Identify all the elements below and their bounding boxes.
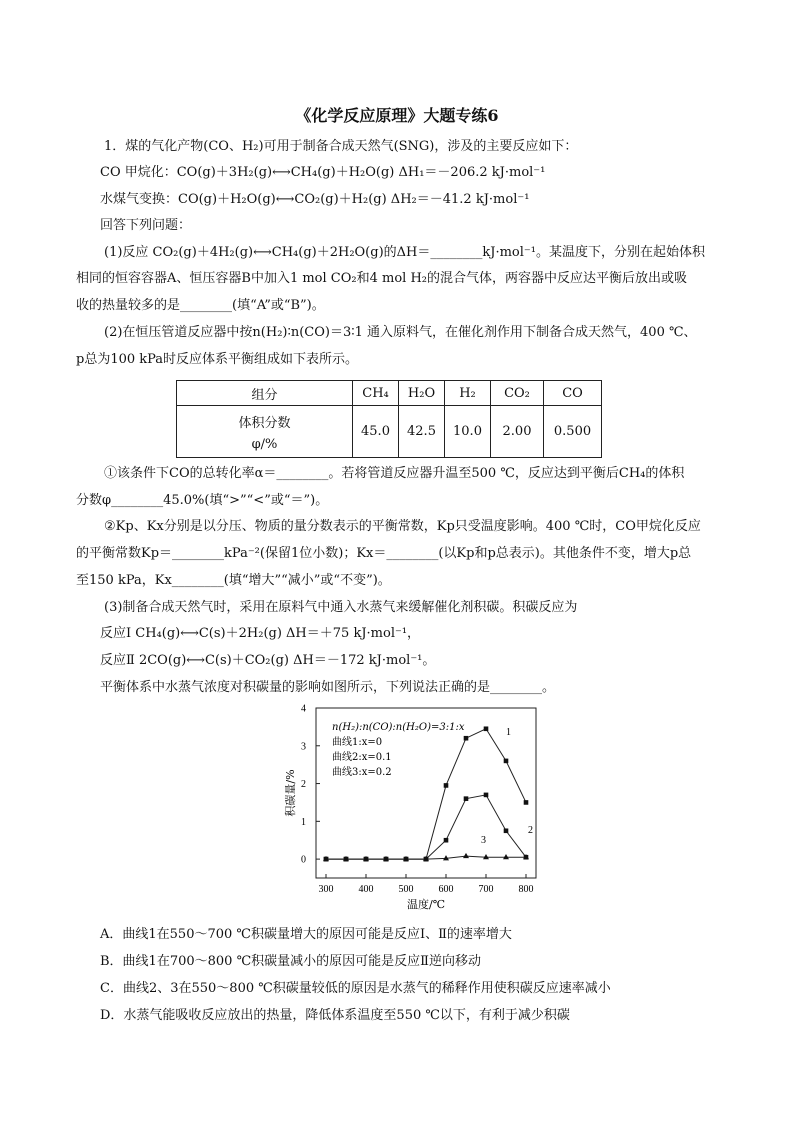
data-point-1	[464, 736, 469, 741]
part1-text: 收的热量较多的是________(填“A”或“B”)。	[76, 298, 325, 313]
x-tick-label: 500	[398, 884, 414, 895]
data-point-1	[504, 759, 509, 764]
series-line-2	[326, 795, 526, 859]
data-point-3	[463, 853, 469, 858]
y-tick-label: 0	[301, 854, 306, 866]
option-c: C．曲线2、3在550～800 ℃积碳量较低的原因是水蒸气的稀释作用使积碳反应速率减小	[100, 981, 611, 996]
reaction-water-gas-shift: 水煤气变换：CO(g)＋H₂O(g)⟷CO₂(g)＋H₂(g) ΔH₂＝－41.2 kJ·mol⁻¹	[100, 192, 530, 207]
table-cell: 42.5	[399, 406, 445, 458]
x-tick-label: 600	[438, 884, 454, 895]
data-point-2	[464, 796, 469, 801]
option-a: A．曲线1在550～700 ℃积碳量增大的原因可能是反应Ⅰ、Ⅱ的速率增大	[100, 927, 512, 942]
data-point-1	[444, 783, 449, 788]
part1-text: 相同的恒容容器A、恒压容器B中加入1 mol CO₂和4 mol H₂的混合气体，两容器中反应达平衡后放出或吸	[76, 271, 688, 286]
row-label-line1: 体积分数	[238, 415, 291, 431]
curve-label: 3	[481, 835, 486, 847]
y-tick-label: 3	[301, 741, 306, 753]
table-cell: 10.0	[445, 406, 491, 458]
plot-frame	[316, 708, 536, 878]
data-point-2	[444, 838, 449, 843]
reaction-methanation: CO 甲烷化：CO(g)＋3H₂(g)⟷CH₄(g)＋H₂O(g) ΔH₁＝－206.2 kJ·mol⁻¹	[100, 165, 546, 180]
reaction-1: 反应Ⅰ CH₄(g)⟷C(s)＋2H₂(g) ΔH＝＋75 kJ·mol⁻¹，	[100, 626, 421, 641]
table-header-cell: CO	[544, 381, 602, 406]
option-d: D．水蒸气能吸收反应放出的热量，降低体系温度至550 ℃以下，有利于减少积碳	[100, 1008, 570, 1023]
row-label-line2: φ/%	[251, 436, 278, 452]
legend-text: n(H₂):n(CO):n(H₂O)=3:1:x	[332, 722, 465, 733]
sub1-text: ①该条件下CO的总转化率α＝________。若将管道反应器升温至500 ℃，反应达到平衡后CH₄的体积	[104, 466, 685, 481]
y-axis-label: 积碳量/%	[284, 769, 297, 817]
data-point-1	[524, 800, 529, 805]
table-header-label: 组分	[177, 381, 353, 406]
data-point-3	[503, 854, 509, 859]
curve-label: 2	[528, 824, 533, 836]
carbon-deposition-chart	[272, 700, 542, 920]
data-point-2	[504, 828, 509, 833]
chart-question: 平衡体系中水蒸气浓度对积碳量的影响如图所示，下列说法正确的是________。	[100, 680, 556, 695]
x-tick-label: 700	[478, 884, 494, 895]
sub2-text: 的平衡常数Kp＝________kPa⁻²(保留1位小数)；Kx＝________(以Kp和p总表示)。其他条件不变，增大p总	[76, 546, 692, 561]
table-cell: 0.500	[544, 406, 602, 458]
part2-text: (2)在恒压管道反应器中按n(H₂)∶n(CO)＝3∶1 通入原料气，在催化剂作用下制备合成天然气，400 ℃、	[104, 325, 697, 340]
x-tick-label: 300	[318, 884, 334, 895]
table-row-label	[177, 406, 353, 458]
sub1-text: 分数φ________45.0%(填“>”“<”或“＝”)。	[76, 493, 329, 508]
legend-text: 曲线2:x=0.1	[332, 752, 392, 763]
part1-text: (1)反应 CO₂(g)＋4H₂(g)⟷CH₄(g)＋2H₂O(g)的ΔH＝________kJ·mol⁻¹。某温度下，分别在起始体积	[104, 245, 705, 260]
table-cell: 45.0	[353, 406, 399, 458]
sub2-text: ②Kp、Kx分别是以分压、物质的量分数表示的平衡常数，Kp只受温度影响。400 ℃时，CO甲烷化反应	[104, 519, 701, 534]
option-b: B．曲线1在700～800 ℃积碳量减小的原因可能是反应Ⅱ逆向移动	[100, 954, 481, 969]
part2-text: p总为100 kPa时反应体系平衡组成如下表所示。	[76, 352, 359, 367]
y-tick-label: 1	[301, 816, 306, 828]
table-header-cell: H₂O	[399, 381, 445, 406]
table-header-cell: CO₂	[491, 381, 544, 406]
question-intro: 1．煤的气化产物(CO、H₂)可用于制备合成天然气(SNG)，涉及的主要反应如下：	[104, 139, 578, 154]
sub2-text: 至150 kPa，Kx________(填“增大”“减小”或“不变”)。	[76, 573, 391, 588]
legend-text: 曲线3:x=0.2	[332, 767, 392, 778]
data-point-1	[484, 726, 489, 731]
x-axis-label: 温度/℃	[406, 898, 446, 911]
reaction-2: 反应Ⅱ 2CO(g)⟷C(s)＋CO₂(g) ΔH＝－172 kJ·mol⁻¹。	[100, 653, 436, 668]
curve-label: 1	[506, 726, 511, 738]
table-cell: 2.00	[491, 406, 544, 458]
data-point-2	[484, 793, 489, 798]
table-header-cell: CH₄	[353, 381, 399, 406]
legend-text: 曲线1:x=0	[332, 737, 383, 748]
page-title: 《化学反应原理》大题专练6	[295, 106, 499, 125]
x-tick-label: 800	[518, 884, 534, 895]
part3-text: (3)制备合成天然气时，采用在原料气中通入水蒸气来缓解催化剂积碳。积碳反应为	[104, 600, 578, 615]
x-tick-label: 400	[358, 884, 374, 895]
answer-prompt: 回答下列问题：	[100, 218, 192, 233]
y-tick-label: 4	[301, 703, 306, 715]
y-tick-label: 2	[301, 779, 306, 791]
composition-table	[176, 380, 602, 458]
table-header-cell: H₂	[445, 381, 491, 406]
